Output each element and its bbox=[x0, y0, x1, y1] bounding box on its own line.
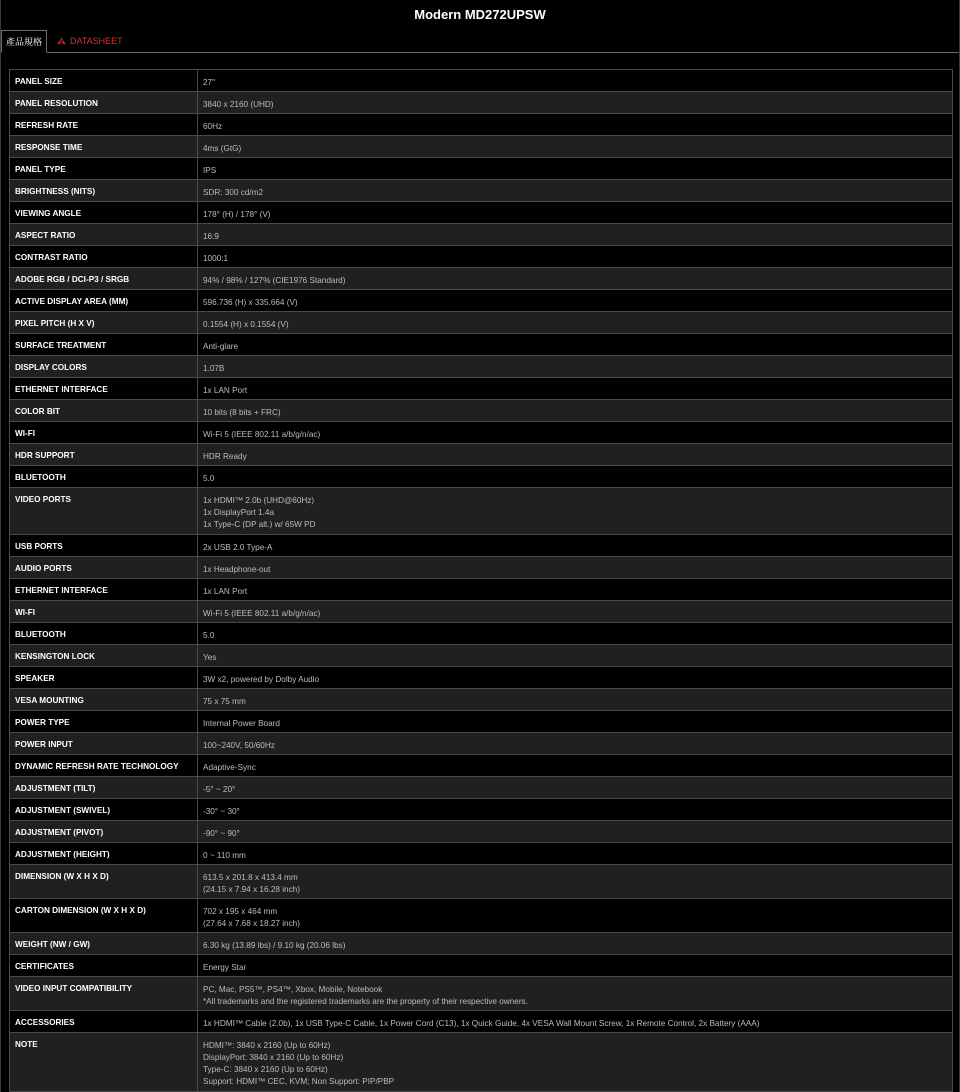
spec-row bbox=[10, 246, 953, 268]
spec-value: 100~240V, 50/60Hz bbox=[198, 733, 953, 755]
spec-row bbox=[10, 114, 953, 136]
spec-value: 60Hz bbox=[198, 114, 953, 136]
spec-row bbox=[10, 1011, 953, 1033]
spec-table bbox=[9, 69, 953, 1092]
spec-label: ETHERNET INTERFACE bbox=[10, 579, 198, 601]
spec-value: Yes bbox=[198, 645, 953, 667]
spec-row bbox=[10, 777, 953, 799]
spec-label: PANEL TYPE bbox=[10, 158, 198, 180]
spec-label: REFRESH RATE bbox=[10, 114, 198, 136]
spec-value: 5.0 bbox=[198, 466, 953, 488]
spec-value: 16:9 bbox=[198, 224, 953, 246]
spec-label: AUDIO PORTS bbox=[10, 557, 198, 579]
spec-label: ADJUSTMENT (TILT) bbox=[10, 777, 198, 799]
spec-value: Anti-glare bbox=[198, 334, 953, 356]
spec-row bbox=[10, 136, 953, 158]
spec-row bbox=[10, 623, 953, 645]
spec-label: WI-FI bbox=[10, 422, 198, 444]
spec-value: 1x HDMI™ Cable (2.0b), 1x USB Type-C Cable, 1x Power Cord (C13), 1x Quick Guide, 4x VESA Wall Mount Screw, 1x Remote Control, 2x Battery (AAA) bbox=[198, 1011, 953, 1033]
spec-value: 27" bbox=[198, 70, 953, 92]
spec-row bbox=[10, 400, 953, 422]
spec-label: ADJUSTMENT (PIVOT) bbox=[10, 821, 198, 843]
spec-row bbox=[10, 601, 953, 623]
spec-value: 5.0 bbox=[198, 623, 953, 645]
spec-value: 10 bits (8 bits + FRC) bbox=[198, 400, 953, 422]
spec-label: PANEL RESOLUTION bbox=[10, 92, 198, 114]
spec-label: BLUETOOTH bbox=[10, 466, 198, 488]
spec-row bbox=[10, 579, 953, 601]
spec-value: 596.736 (H) x 335.664 (V) bbox=[198, 290, 953, 312]
spec-row bbox=[10, 933, 953, 955]
spec-value: -90° ~ 90° bbox=[198, 821, 953, 843]
spec-label: ASPECT RATIO bbox=[10, 224, 198, 246]
spec-value: 0 ~ 110 mm bbox=[198, 843, 953, 865]
spec-value: 1x LAN Port bbox=[198, 579, 953, 601]
spec-row bbox=[10, 645, 953, 667]
spec-value: 178° (H) / 178° (V) bbox=[198, 202, 953, 224]
spec-value: HDMI™: 3840 x 2160 (Up to 60Hz) DisplayPort: 3840 x 2160 (Up to 60Hz) Type-C: 3840 x 2160 (Up to 60Hz) Support: HDMI™ CEC, KVM; Non Support: PIP/PBP bbox=[198, 1033, 953, 1092]
spec-label: PIXEL PITCH (H X V) bbox=[10, 312, 198, 334]
spec-label: USB PORTS bbox=[10, 535, 198, 557]
spec-value: Energy Star bbox=[198, 955, 953, 977]
spec-value: 94% / 98% / 127% (CIE1976 Standard) bbox=[198, 268, 953, 290]
spec-label: KENSINGTON LOCK bbox=[10, 645, 198, 667]
spec-row bbox=[10, 557, 953, 579]
spec-label: DISPLAY COLORS bbox=[10, 356, 198, 378]
spec-label: NOTE bbox=[10, 1033, 198, 1092]
spec-value: 3840 x 2160 (UHD) bbox=[198, 92, 953, 114]
spec-value: 613.5 x 201.8 x 413.4 mm (24.15 x 7.94 x 16.28 inch) bbox=[198, 865, 953, 899]
spec-value: 1x HDMI™ 2.0b (UHD@60Hz) 1x DisplayPort 1.4a 1x Type-C (DP alt.) w/ 65W PD bbox=[198, 488, 953, 535]
spec-row bbox=[10, 821, 953, 843]
spec-row bbox=[10, 843, 953, 865]
spec-value: SDR: 300 cd/m2 bbox=[198, 180, 953, 202]
spec-value: 2x USB 2.0 Type-A bbox=[198, 535, 953, 557]
spec-label: PANEL SIZE bbox=[10, 70, 198, 92]
tab-bar bbox=[1, 30, 959, 53]
spec-value: Internal Power Board bbox=[198, 711, 953, 733]
spec-label: ETHERNET INTERFACE bbox=[10, 378, 198, 400]
spec-row bbox=[10, 268, 953, 290]
spec-row bbox=[10, 70, 953, 92]
spec-row bbox=[10, 799, 953, 821]
spec-row bbox=[10, 733, 953, 755]
pdf-icon bbox=[57, 37, 66, 45]
spec-value: 1000:1 bbox=[198, 246, 953, 268]
spec-value: Wi-Fi 5 (IEEE 802.11 a/b/g/n/ac) bbox=[198, 601, 953, 623]
spec-label: SPEAKER bbox=[10, 667, 198, 689]
spec-label: BRIGHTNESS (NITS) bbox=[10, 180, 198, 202]
spec-label: ADOBE RGB / DCI-P3 / SRGB bbox=[10, 268, 198, 290]
spec-row bbox=[10, 977, 953, 1011]
spec-row bbox=[10, 290, 953, 312]
spec-row bbox=[10, 711, 953, 733]
spec-label: VESA MOUNTING bbox=[10, 689, 198, 711]
spec-label: RESPONSE TIME bbox=[10, 136, 198, 158]
spec-label: WI-FI bbox=[10, 601, 198, 623]
spec-label: VIDEO PORTS bbox=[10, 488, 198, 535]
spec-row bbox=[10, 466, 953, 488]
spec-value: 4ms (GtG) bbox=[198, 136, 953, 158]
spec-row bbox=[10, 755, 953, 777]
spec-value: -5° ~ 20° bbox=[198, 777, 953, 799]
spec-value: 75 x 75 mm bbox=[198, 689, 953, 711]
spec-value: 1x Headphone-out bbox=[198, 557, 953, 579]
spec-label: COLOR BIT bbox=[10, 400, 198, 422]
spec-row bbox=[10, 180, 953, 202]
spec-row bbox=[10, 224, 953, 246]
spec-row bbox=[10, 356, 953, 378]
spec-label: WEIGHT (NW / GW) bbox=[10, 933, 198, 955]
spec-row bbox=[10, 865, 953, 899]
spec-value: 1.07B bbox=[198, 356, 953, 378]
spec-label: VIEWING ANGLE bbox=[10, 202, 198, 224]
spec-label: CONTRAST RATIO bbox=[10, 246, 198, 268]
spec-value: 3W x2, powered by Dolby Audio bbox=[198, 667, 953, 689]
tab-datasheet[interactable] bbox=[57, 30, 123, 52]
spec-row bbox=[10, 488, 953, 535]
spec-row bbox=[10, 899, 953, 933]
spec-label: DYNAMIC REFRESH RATE TECHNOLOGY bbox=[10, 755, 198, 777]
spec-row bbox=[10, 422, 953, 444]
spec-label: BLUETOOTH bbox=[10, 623, 198, 645]
spec-label: ADJUSTMENT (HEIGHT) bbox=[10, 843, 198, 865]
spec-row bbox=[10, 202, 953, 224]
spec-label: POWER INPUT bbox=[10, 733, 198, 755]
spec-value: 6.30 kg (13.89 lbs) / 9.10 kg (20.06 lbs) bbox=[198, 933, 953, 955]
spec-value: Adaptive-Sync bbox=[198, 755, 953, 777]
spec-value: Wi-Fi 5 (IEEE 802.11 a/b/g/n/ac) bbox=[198, 422, 953, 444]
spec-value: 1x LAN Port bbox=[198, 378, 953, 400]
spec-label: DIMENSION (W X H X D) bbox=[10, 865, 198, 899]
spec-row bbox=[10, 689, 953, 711]
spec-label: HDR SUPPORT bbox=[10, 444, 198, 466]
tab-datasheet-label: DATASHEET bbox=[70, 36, 123, 46]
spec-value: -30° ~ 30° bbox=[198, 799, 953, 821]
spec-row bbox=[10, 378, 953, 400]
spec-value: PC, Mac, PS5™, PS4™, Xbox, Mobile, Notebook *All trademarks and the registered trademarks are the property of their respective owners. bbox=[198, 977, 953, 1011]
spec-label: POWER TYPE bbox=[10, 711, 198, 733]
spec-row bbox=[10, 158, 953, 180]
spec-row bbox=[10, 1033, 953, 1092]
spec-row bbox=[10, 334, 953, 356]
spec-value: 702 x 195 x 464 mm (27.64 x 7.68 x 18.27 inch) bbox=[198, 899, 953, 933]
spec-label: ADJUSTMENT (SWIVEL) bbox=[10, 799, 198, 821]
spec-label: ACCESSORIES bbox=[10, 1011, 198, 1033]
tab-specs[interactable]: 產品規格 bbox=[1, 30, 47, 53]
spec-row bbox=[10, 444, 953, 466]
spec-value: IPS bbox=[198, 158, 953, 180]
spec-value: 0.1554 (H) x 0.1554 (V) bbox=[198, 312, 953, 334]
spec-row bbox=[10, 955, 953, 977]
spec-label: CARTON DIMENSION (W X H X D) bbox=[10, 899, 198, 933]
spec-label: ACTIVE DISPLAY AREA (MM) bbox=[10, 290, 198, 312]
spec-value: HDR Ready bbox=[198, 444, 953, 466]
spec-row bbox=[10, 312, 953, 334]
spec-label: SURFACE TREATMENT bbox=[10, 334, 198, 356]
page-title: Modern MD272UPSW bbox=[414, 7, 546, 22]
spec-row bbox=[10, 535, 953, 557]
spec-label: CERTIFICATES bbox=[10, 955, 198, 977]
spec-row bbox=[10, 667, 953, 689]
spec-label: VIDEO INPUT COMPATIBILITY bbox=[10, 977, 198, 1011]
spec-row bbox=[10, 92, 953, 114]
